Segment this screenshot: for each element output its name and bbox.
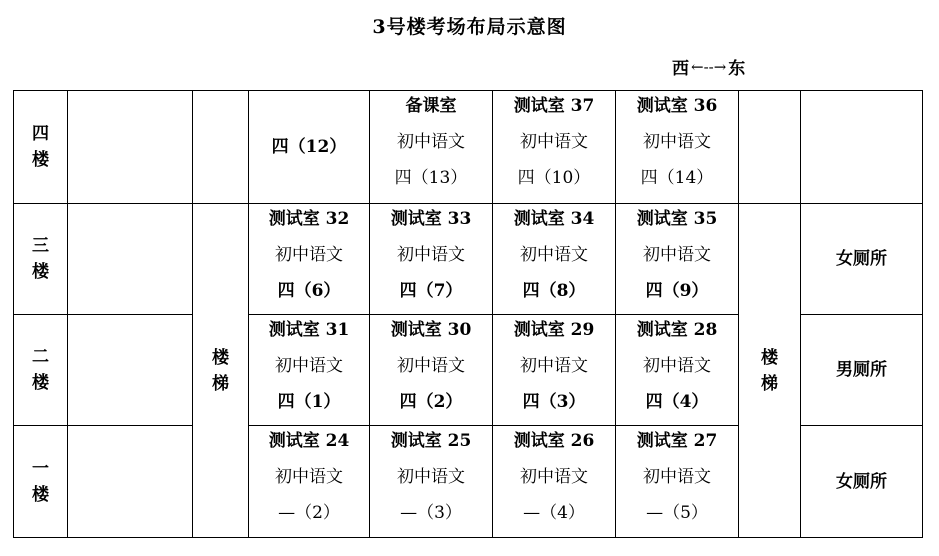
empty-cell xyxy=(193,91,249,204)
room-cell: 测试室 24 初中语文 —（2） xyxy=(249,426,370,538)
room-cell: 测试室 28 初中语文 四（4） xyxy=(616,315,739,426)
room-cell: 四（12） xyxy=(249,91,370,204)
toilet-cell: 女厕所 xyxy=(801,204,923,315)
floor-label-3: 三 楼 xyxy=(14,204,68,315)
empty-cell xyxy=(68,315,193,426)
page-title: 3号楼考场布局示意图 xyxy=(372,16,567,38)
direction-arrow: ←--→ xyxy=(691,57,727,76)
toilet-cell xyxy=(801,91,923,204)
room-cell: 测试室 32 初中语文 四（6） xyxy=(249,204,370,315)
empty-cell xyxy=(68,204,193,315)
room-cell: 测试室 36 初中语文 四（14） xyxy=(616,91,739,204)
east-label: 东 xyxy=(728,59,746,79)
room-cell: 测试室 33 初中语文 四（7） xyxy=(370,204,493,315)
floor-label-4: 四 楼 xyxy=(14,91,68,204)
floor-label-1: 一 楼 xyxy=(14,426,68,538)
west-label: 西 xyxy=(672,59,689,79)
direction-indicator xyxy=(672,54,745,79)
empty-cell xyxy=(68,426,193,538)
floor-row-3 xyxy=(14,204,923,315)
room-cell: 测试室 29 初中语文 四（3） xyxy=(493,315,616,426)
empty-cell xyxy=(68,91,193,204)
room-cell: 测试室 37 初中语文 四（10） xyxy=(493,91,616,204)
empty-cell xyxy=(739,91,801,204)
east-stairs: 楼 梯 xyxy=(739,204,801,538)
room-cell: 测试室 35 初中语文 四（9） xyxy=(616,204,739,315)
room-cell: 测试室 26 初中语文 —（4） xyxy=(493,426,616,538)
floor-label-2: 二 楼 xyxy=(14,315,68,426)
room-cell: 测试室 30 初中语文 四（2） xyxy=(370,315,493,426)
room-cell: 备课室 初中语文 四（13） xyxy=(370,91,493,204)
west-stairs: 楼 梯 xyxy=(193,204,249,538)
room-cell: 测试室 27 初中语文 —（5） xyxy=(616,426,739,538)
room-cell: 测试室 25 初中语文 —（3） xyxy=(370,426,493,538)
floor-plan-table xyxy=(13,90,923,538)
toilet-cell: 女厕所 xyxy=(801,426,923,538)
floor-row-4 xyxy=(14,91,923,204)
room-cell: 测试室 31 初中语文 四（1） xyxy=(249,315,370,426)
toilet-cell: 男厕所 xyxy=(801,315,923,426)
room-cell: 测试室 34 初中语文 四（8） xyxy=(493,204,616,315)
